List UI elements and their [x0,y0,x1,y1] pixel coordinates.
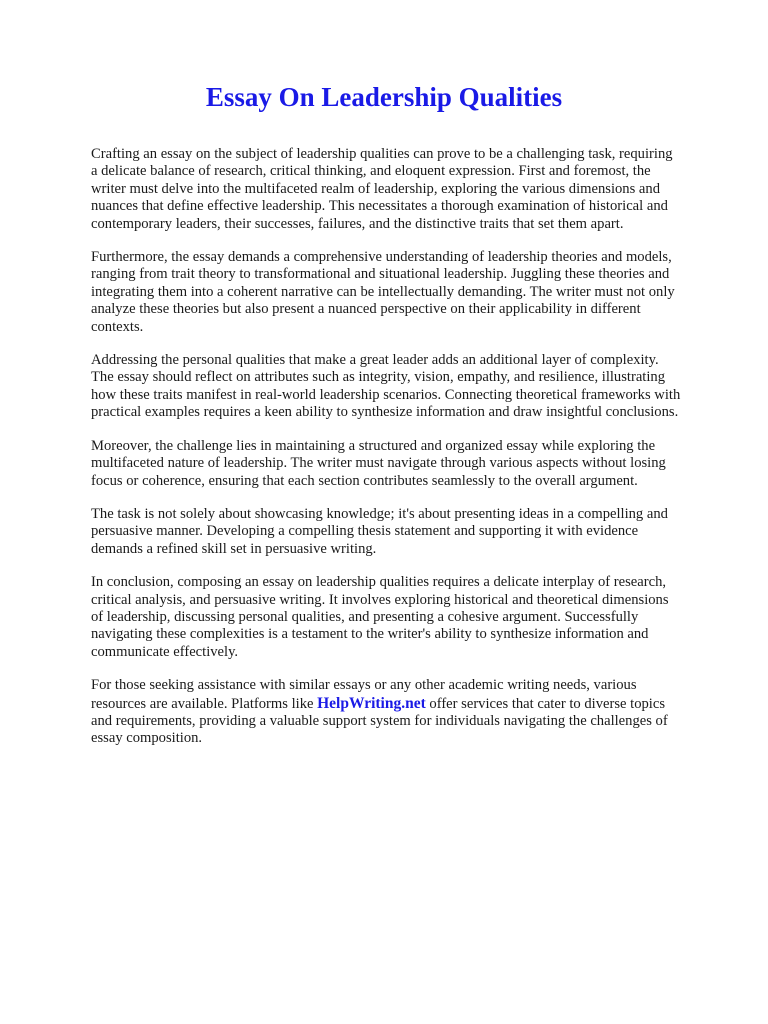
paragraph-2: Furthermore, the essay demands a comprehensive understanding of leadership theories and models, ranging from trait theory to transformational and situational leadership. Juggling these theories and integrating them into a coherent narrative can be intellectually demanding. The writer must not only analyze these theories but also present a nuanced perspective on their applicability in different contexts. [91,249,675,335]
closing-text-after-link: offer services that cater to diverse topics and requirements, providing a valuable support system for individuals navigating the challenges of essay composition. [91,695,668,747]
paragraph-1: Crafting an essay on the subject of leadership qualities can prove to be a challenging task, requiring a delicate balance of research, critical thinking, and eloquent expression. First and foremost, the writer must delve into the multifaceted realm of leadership, exploring the various dimensions and nuances that define effective leadership. This necessitates a thorough examination of historical and contemporary leaders, their successes, failures, and the distinctive traits that set them apart. [91,146,673,232]
closing-text-before-link: For those seeking assistance with similar essays or any other academic writing needs, various resources are available. Platforms like [91,677,637,712]
paragraph-3: Addressing the personal qualities that make a great leader adds an additional layer of complexity. The essay should reflect on attributes such as integrity, vision, empathy, and resilience, illustrating how these traits manifest in real-world leadership scenarios. Connecting theoretical frameworks with practical examples requires a keen ability to synthesize information and draw insightful conclusions. [91,352,681,421]
paragraph-6: In conclusion, composing an essay on leadership qualities requires a delicate interplay of research, critical analysis, and persuasive writing. It involves exploring historical and theoretical dimensions of leadership, discussing personal qualities, and presenting a cohesive argument. Successfully navigating these complexities is a testament to the writer's ability to synthesize information and communicate effectively. [91,574,669,660]
paragraph-4: Moreover, the challenge lies in maintaining a structured and organized essay while exploring the multifaceted nature of leadership. The writer must navigate through various aspects without losing focus or coherence, ensuring that each section contributes seamlessly to the overall argument. [91,437,666,489]
essay-body [91,146,681,764]
helpwriting-link[interactable]: HelpWriting.net [317,694,426,712]
page-title: Essay On Leadership Qualities [205,82,563,112]
paragraph-5: The task is not solely about showcasing knowledge; it's about presenting ideas in a compelling and persuasive manner. Developing a compelling thesis statement and supporting it with evidence demands a refined skill set in persuasive writing. [91,505,668,557]
closing-paragraph [91,677,681,748]
